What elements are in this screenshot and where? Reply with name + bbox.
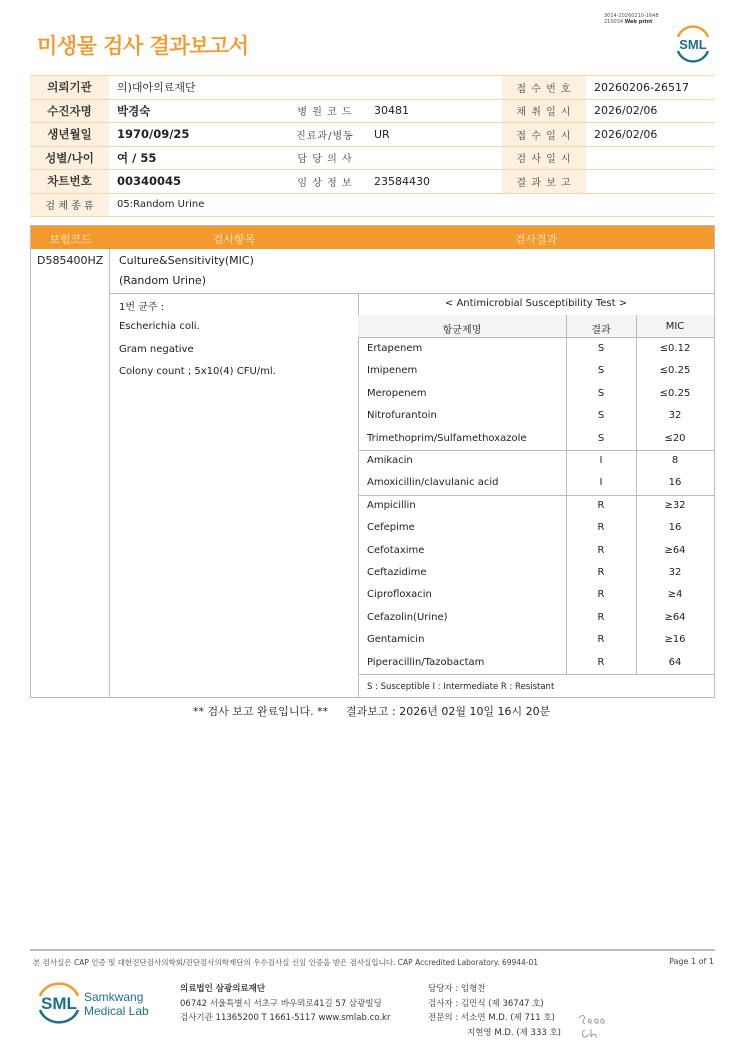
info-value: 2026/02/06 xyxy=(586,99,715,123)
ast-row xyxy=(358,561,714,583)
samkwang-logo-icon xyxy=(36,980,156,1026)
info-value: 2026/02/06 xyxy=(586,123,715,147)
info-row xyxy=(30,123,715,147)
results-grid xyxy=(30,225,715,698)
ast-result: R xyxy=(597,634,605,646)
ast-drug-name: Piperacillin/Tazobactam xyxy=(367,656,485,668)
print-label: Web print xyxy=(624,19,653,25)
info-label: 채 취 일 시 xyxy=(502,99,586,123)
ast-legend: S : Susceptible I : Intermediate R : Resistant xyxy=(367,682,555,692)
info-value: UR xyxy=(366,123,502,147)
ast-mic: ≥32 xyxy=(664,499,686,511)
org-address: 06742 서울특별시 서초구 바우뫼로41길 57 삼광빌딩 xyxy=(180,998,382,1009)
info-label: 담 당 의 사 xyxy=(284,146,366,170)
ast-result: R xyxy=(597,544,605,556)
ast-row xyxy=(358,449,714,471)
gram-stain: Gram negative xyxy=(119,344,194,355)
col-insurance-code: 보험코드 xyxy=(49,233,92,246)
birth-date: 1970/09/25 xyxy=(109,123,284,147)
print-meta xyxy=(604,13,659,25)
ast-mic: ≥64 xyxy=(664,611,686,623)
footer-logo-name-2: Medical Lab xyxy=(84,1004,149,1018)
divider xyxy=(358,495,714,496)
ast-drug-name: Imipenem xyxy=(367,365,418,377)
ast-row xyxy=(358,337,714,359)
info-label: 접 수 일 시 xyxy=(502,123,586,147)
ast-drug-name: Cefepime xyxy=(367,522,415,534)
info-label: 접 수 번 호 xyxy=(502,76,586,100)
test-name: Culture&Sensitivity(MIC) xyxy=(119,254,254,267)
ast-row xyxy=(358,516,714,538)
page-title: 미생물 검사 결과보고서 xyxy=(37,34,249,58)
print-code-2: 210034 xyxy=(604,19,624,25)
ast-mic: 32 xyxy=(668,567,682,578)
ast-mic: 32 xyxy=(668,410,682,422)
ast-row xyxy=(358,606,714,628)
ast-result: R xyxy=(597,589,605,601)
staff-manager: 담당자 : 임형찬 xyxy=(428,984,486,994)
info-label: 차트번호 xyxy=(30,170,109,194)
chart-number: 00340045 xyxy=(109,170,284,194)
ast-row xyxy=(358,651,714,673)
ast-row xyxy=(358,382,714,404)
ast-result: S xyxy=(597,343,605,354)
info-label: 결 과 보 고 xyxy=(502,170,586,194)
ast-row xyxy=(358,539,714,561)
divider xyxy=(110,293,714,294)
ast-mic: 16 xyxy=(668,522,682,534)
insurance-code: D585400HZ xyxy=(37,254,104,267)
ast-drug-name: Cefotaxime xyxy=(367,544,425,556)
info-label: 생년월일 xyxy=(30,123,109,147)
ast-col-drug: 항균제명 xyxy=(442,325,482,336)
ast-drug-name: Gentamicin xyxy=(367,634,425,646)
ast-result: R xyxy=(597,656,605,668)
ast-result: S xyxy=(597,432,605,444)
ast-result: I xyxy=(599,455,603,466)
info-row xyxy=(30,193,715,217)
info-label: 성별/나이 xyxy=(30,146,109,170)
info-label: 검 사 일 시 xyxy=(502,146,586,170)
info-value xyxy=(366,146,502,170)
info-value xyxy=(586,170,715,194)
report-time: 결과보고 : 2026년 02월 10일 16시 20분 xyxy=(346,705,551,718)
ast-mic: ≤20 xyxy=(664,432,686,444)
org-contact: 검사기관 11365200 T 1661-5117 www.smlab.co.kr xyxy=(180,1013,391,1023)
ast-drug-name: Amoxicillin/clavulanic acid xyxy=(367,477,499,489)
ast-drug-name: Ampicillin xyxy=(367,499,416,511)
ast-row xyxy=(358,494,714,516)
patient-name: 박경숙 xyxy=(109,99,284,123)
ast-row xyxy=(358,583,714,605)
ast-drug-name: Trimethoprim/Sulfamethoxazole xyxy=(367,432,527,444)
colony-count: Colony count ; 5x10(4) CFU/ml. xyxy=(119,366,276,377)
ast-result: S xyxy=(597,387,605,399)
ast-result: I xyxy=(599,477,603,489)
sml-logo-icon xyxy=(672,23,714,65)
ast-header-row xyxy=(358,315,714,337)
results-header xyxy=(31,226,714,249)
ast-result: S xyxy=(597,410,605,422)
info-label: 병 원 코 드 xyxy=(284,99,366,123)
ast-result: R xyxy=(597,567,605,578)
info-row xyxy=(30,76,715,100)
footer-divider xyxy=(30,949,715,951)
info-label: 수진자명 xyxy=(30,99,109,123)
specimen-type: 05:Random Urine xyxy=(109,193,715,217)
info-value xyxy=(586,146,715,170)
ast-title: < Antimicrobial Susceptibility Test > xyxy=(444,298,628,309)
staff-info xyxy=(428,982,561,1040)
ast-drug-name: Meropenem xyxy=(367,387,427,399)
report-complete: ** 검사 보고 완료입니다. ** xyxy=(193,705,329,718)
accreditation-note: 본 검사실은 CAP 인증 및 대한진단검사의학회/진단검사의학재단의 우수검사실 신임 인증을 받은 검사실입니다. CAP Accredited Laboratory. 69944-01 xyxy=(33,958,539,967)
ast-mic: ≥16 xyxy=(664,634,686,646)
ast-row xyxy=(358,404,714,426)
ast-drug-name: Ceftazidime xyxy=(367,567,427,578)
signature-icon xyxy=(575,1010,611,1040)
org-name: 의료법인 삼광의료재단 xyxy=(180,984,266,994)
ast-row xyxy=(358,628,714,650)
ast-result: R xyxy=(597,522,605,534)
divider xyxy=(358,450,714,451)
info-label: 임 상 정 보 xyxy=(284,170,366,194)
organization-info xyxy=(180,982,390,1026)
ast-drug-name: Ertapenem xyxy=(367,343,423,354)
info-label: 의뢰기관 xyxy=(30,76,109,100)
ast-mic: ≤0.12 xyxy=(659,343,691,354)
info-label: 진료과/병동 xyxy=(284,123,366,147)
footer-logo-name-1: Samkwang xyxy=(84,990,144,1004)
col-test-item: 검사항목 xyxy=(212,233,256,246)
divider xyxy=(358,674,714,675)
test-specimen: (Random Urine) xyxy=(119,274,206,287)
page-number: Page 1 of 1 xyxy=(669,957,714,966)
info-row xyxy=(30,146,715,170)
info-row xyxy=(30,170,715,194)
info-value: 20260206-26517 xyxy=(586,76,715,100)
info-row xyxy=(30,99,715,123)
ast-col-mic: MIC xyxy=(665,321,685,332)
ast-drug-name: Nitrofurantoin xyxy=(367,410,437,422)
ast-row xyxy=(358,359,714,381)
staff-specialist-1: 전문의 : 서소연 M.D. (제 711 호) xyxy=(428,1013,555,1023)
col-test-result: 검사결과 xyxy=(514,233,558,246)
patient-info-table xyxy=(30,75,715,217)
ast-drug-name: Ciprofloxacin xyxy=(367,589,432,601)
ast-drug-name: Cefazolin(Urine) xyxy=(367,611,448,623)
ast-result: S xyxy=(597,365,605,377)
sml-logo-text: SML xyxy=(679,37,707,52)
ast-mic: 64 xyxy=(668,656,682,668)
ast-mic: 16 xyxy=(668,477,682,489)
ast-mic: ≥4 xyxy=(667,589,683,601)
ast-result: R xyxy=(597,611,605,623)
ast-mic: ≤0.25 xyxy=(659,387,691,399)
staff-specialist-2: 지현영 M.D. (제 333 호) xyxy=(467,1027,562,1038)
ast-mic: ≤0.25 xyxy=(659,365,691,377)
info-value: 30481 xyxy=(366,99,502,123)
print-code: 3014-20260210-1648 xyxy=(604,13,659,19)
ast-mic: 8 xyxy=(671,455,679,466)
staff-tester: 검사자 : 김민식 (제 36747 호) xyxy=(428,998,544,1009)
divider xyxy=(109,249,110,697)
ast-result: R xyxy=(597,499,605,511)
sex-age: 여 / 55 xyxy=(109,146,284,170)
organism-label: 1번 균주 : xyxy=(119,302,165,313)
ast-drug-name: Amikacin xyxy=(367,455,413,466)
ast-mic: ≥64 xyxy=(664,544,686,556)
ast-col-result: 결과 xyxy=(591,325,611,336)
info-value: 23584430 xyxy=(366,170,502,194)
ast-row xyxy=(358,427,714,449)
info-value: 의)대아의료재단 xyxy=(109,76,502,100)
info-label: 검 체 종 류 xyxy=(30,193,109,217)
organism-name: Escherichia coli. xyxy=(119,321,200,332)
footer-logo-text: SML xyxy=(41,994,77,1013)
ast-row xyxy=(358,471,714,493)
